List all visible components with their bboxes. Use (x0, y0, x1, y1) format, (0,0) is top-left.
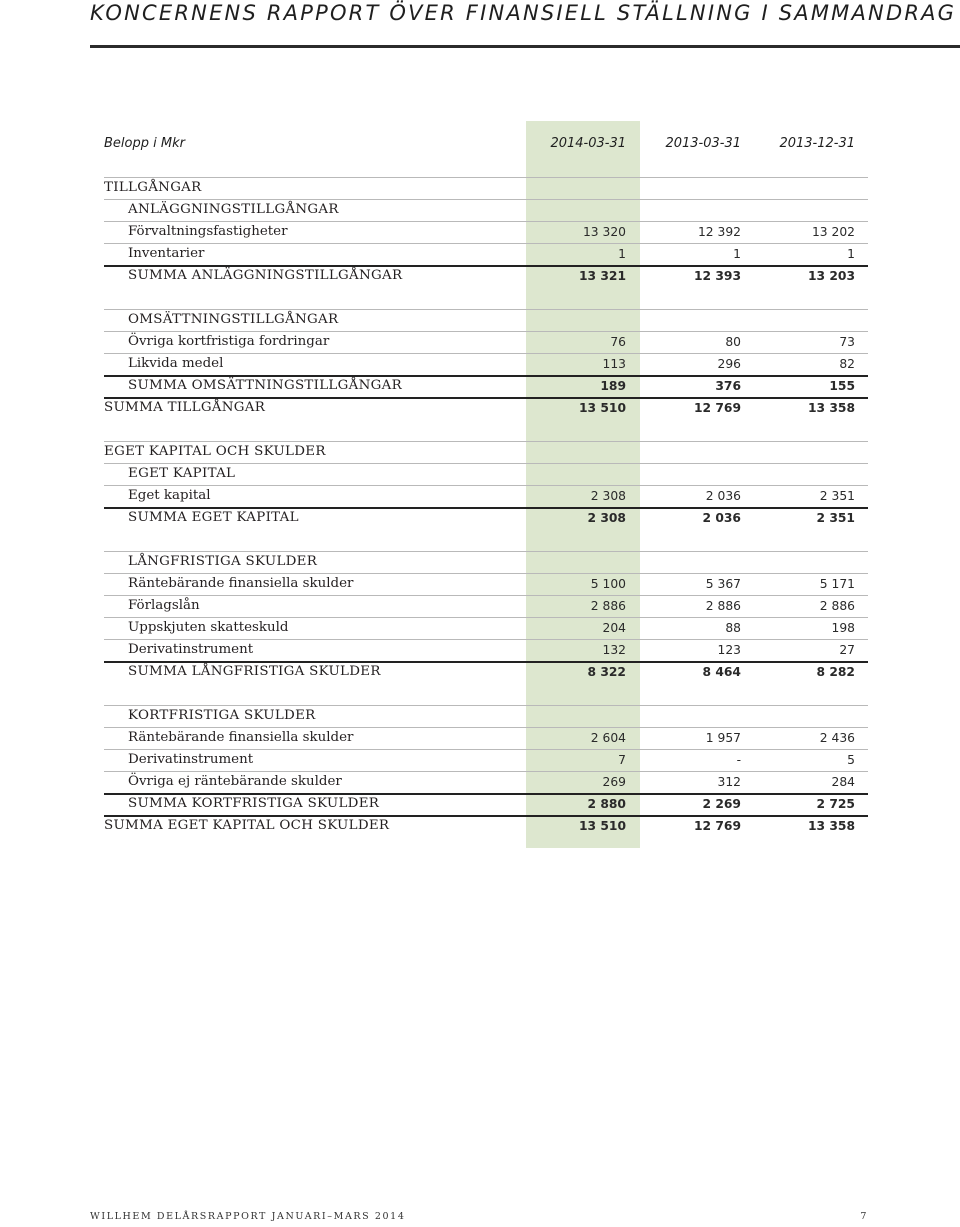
table-row (104, 771, 868, 793)
row-value-2013-03-31: 2 036 (702, 511, 741, 525)
table-total-row (104, 661, 868, 683)
row-label: SUMMA ANLÄGGNINGSTILLGÅNGAR (128, 268, 403, 283)
row-value-2014-03-31: 8 322 (587, 665, 626, 679)
table-section-heading (104, 441, 868, 463)
table-section-heading (104, 551, 868, 573)
row-label: SUMMA OMSÄTTNINGSTILLGÅNGAR (128, 378, 402, 393)
row-value-2013-03-31: 1 (733, 247, 741, 261)
table-section-heading (104, 199, 868, 221)
row-value-2013-03-31: 88 (725, 621, 741, 635)
row-value-2013-03-31: 12 769 (693, 401, 741, 415)
row-label: Derivatinstrument (128, 642, 254, 657)
row-label: Uppskjuten skatteskuld (128, 620, 289, 635)
row-value-2013-12-31: 284 (831, 775, 855, 789)
row-value-2013-12-31: 13 358 (807, 401, 855, 415)
row-value-2013-03-31: 312 (717, 775, 741, 789)
row-label: LÅNGFRISTIGA SKULDER (128, 554, 318, 569)
row-label: EGET KAPITAL OCH SKULDER (104, 444, 326, 459)
table-header (104, 121, 868, 171)
table-row (104, 617, 868, 639)
table-section-heading (104, 705, 868, 727)
table-total-row (104, 793, 868, 815)
row-value-2013-12-31: 27 (839, 643, 855, 657)
page-title: KONCERNENS RAPPORT ÖVER FINANSIELL STÄLLNING I SAMMANDRAG (90, 1, 957, 25)
row-value-2014-03-31: 1 (618, 247, 626, 261)
title-divider (90, 45, 960, 48)
table-row (104, 353, 868, 375)
row-value-2014-03-31: 113 (602, 357, 626, 371)
row-value-2013-03-31: 2 036 (705, 489, 741, 503)
row-value-2013-12-31: 13 202 (811, 225, 855, 239)
table-row (104, 727, 868, 749)
table-section-heading (104, 177, 868, 199)
row-value-2014-03-31: 2 308 (587, 511, 626, 525)
row-value-2013-12-31: 2 351 (816, 511, 855, 525)
row-value-2014-03-31: 7 (618, 753, 626, 767)
row-label: SUMMA KORTFRISTIGA SKULDER (128, 796, 380, 811)
table-total-row (104, 397, 868, 419)
row-label: SUMMA LÅNGFRISTIGA SKULDER (128, 664, 381, 679)
table-row (104, 749, 868, 771)
row-value-2013-03-31: 12 769 (693, 819, 741, 833)
row-value-2014-03-31: 76 (610, 335, 626, 349)
row-label: Eget kapital (128, 488, 211, 503)
row-label: Räntebärande finansiella skulder (128, 730, 354, 745)
row-value-2013-12-31: 2 725 (816, 797, 855, 811)
row-value-2014-03-31: 204 (602, 621, 626, 635)
row-value-2014-03-31: 2 880 (587, 797, 626, 811)
row-value-2013-03-31: 5 367 (705, 577, 741, 591)
table-row (104, 485, 868, 507)
row-label: SUMMA EGET KAPITAL OCH SKULDER (104, 818, 390, 833)
table-section-heading (104, 463, 868, 485)
row-label: Förvaltningsfastigheter (128, 224, 288, 239)
row-value-2013-03-31: - (736, 753, 741, 767)
row-label: EGET KAPITAL (128, 466, 236, 481)
row-label: TILLGÅNGAR (104, 180, 202, 195)
row-label: SUMMA EGET KAPITAL (128, 510, 299, 525)
row-value-2014-03-31: 13 321 (578, 269, 626, 283)
table-total-row (104, 815, 868, 837)
table-row (104, 221, 868, 243)
table-row (104, 639, 868, 661)
row-value-2013-12-31: 5 (847, 753, 855, 767)
table-total-row (104, 375, 868, 397)
row-label: KORTFRISTIGA SKULDER (128, 708, 316, 723)
row-value-2013-12-31: 8 282 (816, 665, 855, 679)
row-value-2013-03-31: 376 (715, 379, 741, 393)
row-value-2014-03-31: 13 510 (578, 819, 626, 833)
row-label: Räntebärande finansiella skulder (128, 576, 354, 591)
row-value-2013-12-31: 13 203 (807, 269, 855, 283)
table-section-heading (104, 309, 868, 331)
row-value-2014-03-31: 5 100 (590, 577, 626, 591)
row-value-2013-03-31: 12 392 (697, 225, 741, 239)
row-label: Övriga ej räntebärande skulder (128, 774, 342, 789)
row-value-2014-03-31: 13 320 (582, 225, 626, 239)
table-total-row (104, 507, 868, 529)
page-footer (90, 1211, 868, 1227)
row-value-2014-03-31: 189 (600, 379, 626, 393)
row-value-2013-03-31: 1 957 (705, 731, 741, 745)
row-value-2014-03-31: 132 (602, 643, 626, 657)
row-value-2013-12-31: 155 (829, 379, 855, 393)
amount-unit-label: Belopp i Mkr (104, 136, 185, 151)
row-value-2013-12-31: 5 171 (819, 577, 855, 591)
table-row (104, 243, 868, 265)
row-value-2013-03-31: 8 464 (702, 665, 741, 679)
row-label: Förlagslån (128, 598, 200, 613)
row-value-2013-03-31: 2 269 (702, 797, 741, 811)
row-value-2013-12-31: 2 436 (819, 731, 855, 745)
row-value-2013-12-31: 1 (847, 247, 855, 261)
table-row (104, 595, 868, 617)
row-label: Derivatinstrument (128, 752, 254, 767)
row-label: SUMMA TILLGÅNGAR (104, 400, 266, 415)
row-label: ANLÄGGNINGSTILLGÅNGAR (128, 202, 339, 217)
row-value-2014-03-31: 2 604 (590, 731, 626, 745)
column-header-2013-03-31: 2013-03-31 (665, 136, 741, 151)
row-value-2014-03-31: 2 886 (590, 599, 626, 613)
row-label: OMSÄTTNINGSTILLGÅNGAR (128, 312, 339, 327)
row-value-2013-12-31: 82 (839, 357, 855, 371)
row-label: Likvida medel (128, 356, 224, 371)
row-value-2013-12-31: 73 (839, 335, 855, 349)
row-value-2014-03-31: 13 510 (578, 401, 626, 415)
table-row (104, 331, 868, 353)
row-value-2014-03-31: 2 308 (590, 489, 626, 503)
column-header-2013-12-31: 2013-12-31 (779, 136, 855, 151)
footer-report-name: WILLHEM DELÅRSRAPPORT JANUARI–MARS 2014 (90, 1211, 406, 1222)
row-value-2013-03-31: 80 (725, 335, 741, 349)
row-value-2013-12-31: 13 358 (807, 819, 855, 833)
row-value-2014-03-31: 269 (602, 775, 626, 789)
row-value-2013-03-31: 12 393 (693, 269, 741, 283)
row-value-2013-03-31: 123 (717, 643, 741, 657)
row-value-2013-12-31: 2 351 (819, 489, 855, 503)
row-value-2013-12-31: 2 886 (819, 599, 855, 613)
row-label: Övriga kortfristiga fordringar (128, 334, 330, 349)
column-header-2014-03-31: 2014-03-31 (550, 136, 626, 151)
page-number: 7 (860, 1211, 868, 1222)
table-row (104, 573, 868, 595)
row-value-2013-03-31: 296 (717, 357, 741, 371)
row-value-2013-03-31: 2 886 (705, 599, 741, 613)
table-total-row (104, 265, 868, 287)
row-label: Inventarier (128, 246, 205, 261)
row-value-2013-12-31: 198 (831, 621, 855, 635)
